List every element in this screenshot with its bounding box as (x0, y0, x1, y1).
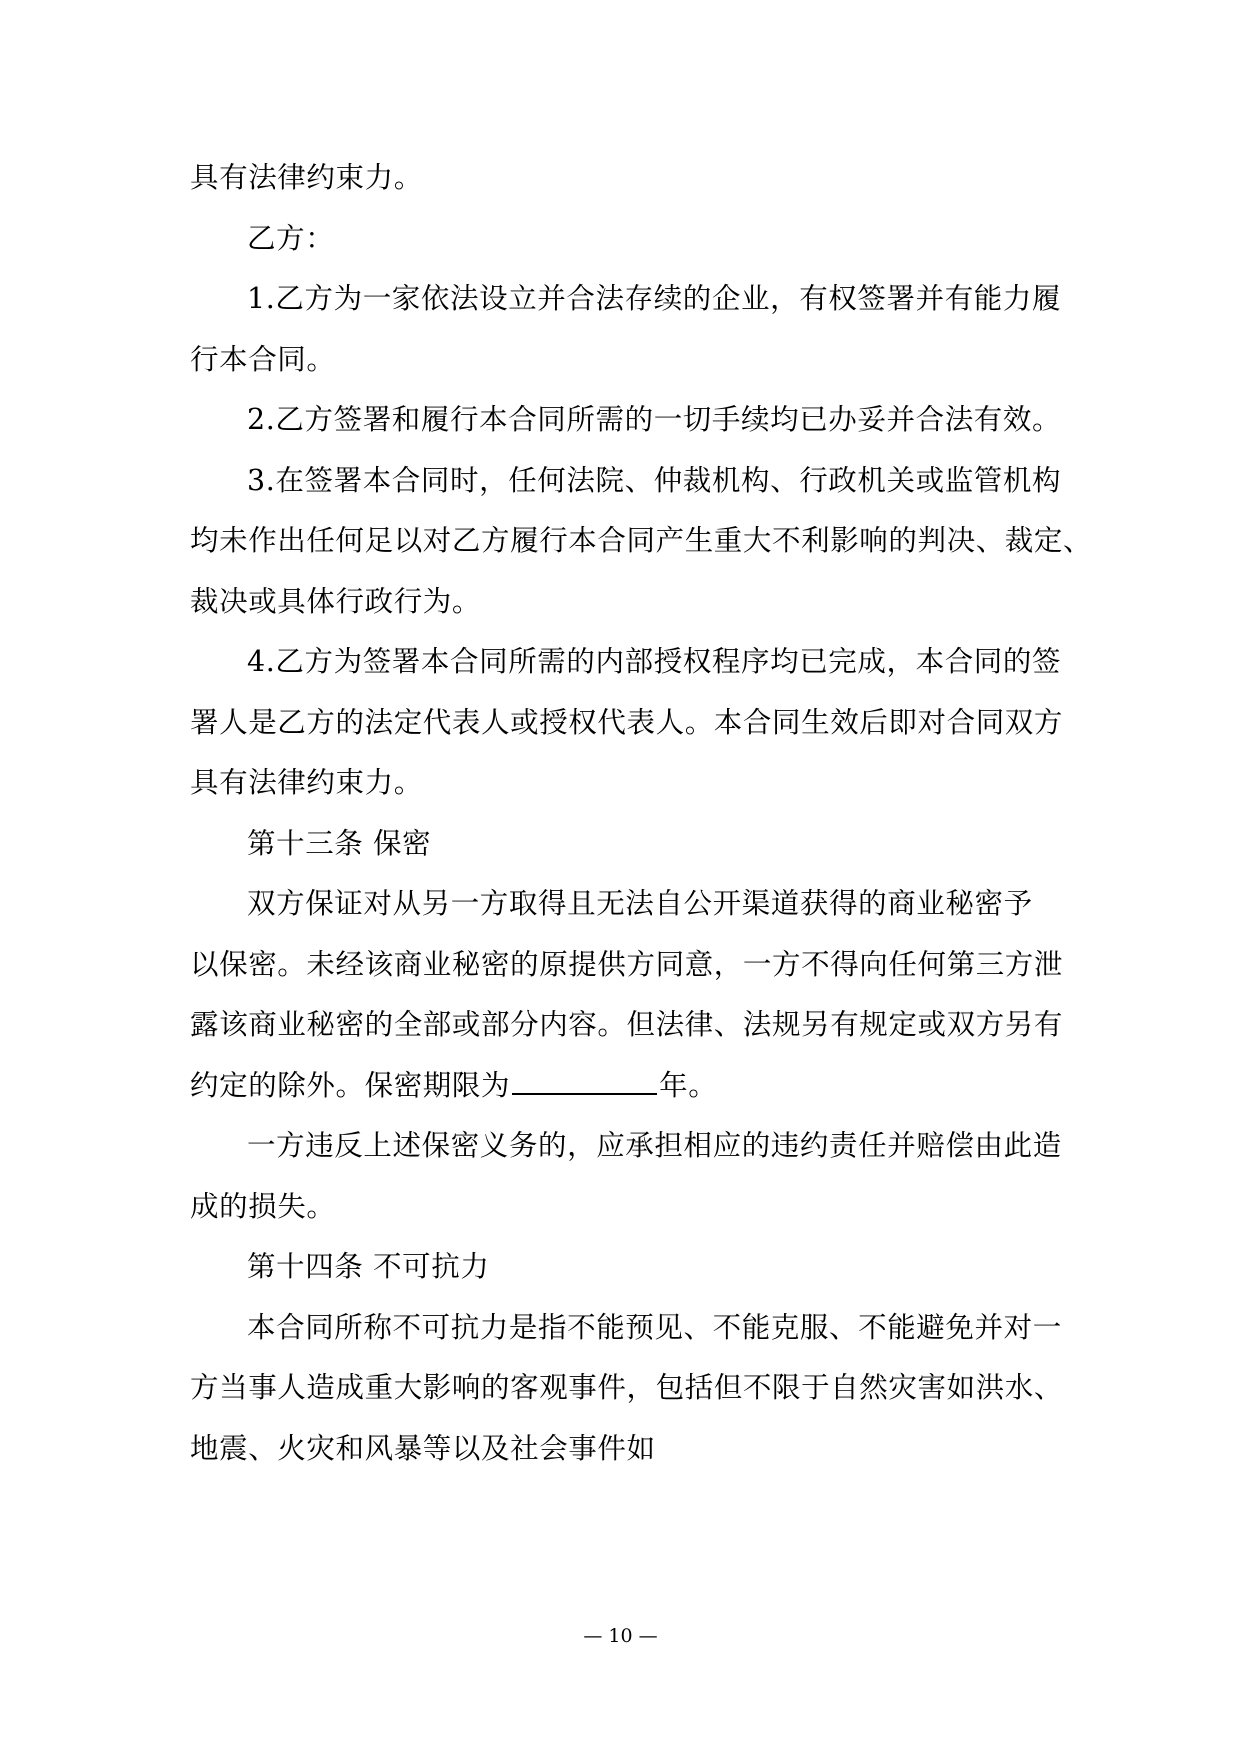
fill-in-blank-field[interactable] (512, 1071, 657, 1095)
text-line: 方当事人造成重大影响的客观事件，包括但不限于自然灾害如洪水、 (190, 1371, 1064, 1404)
text-line: 2.乙方签署和履行本合同所需的一切手续均已办妥并合法有效。 (247, 403, 1062, 436)
text-line: 行本合同。 (190, 342, 336, 376)
text-line: 均未作出任何足以对乙方履行本合同产生重大不利影响的判决、裁定、 (190, 524, 1093, 557)
text-line: 露该商业秘密的全部或部分内容。但法律、法规另有规定或双方另有 (190, 1008, 1064, 1041)
section-label-party-b: 乙方： (247, 221, 335, 255)
page-number: — 10 — (583, 1625, 658, 1647)
text-line-with-blank (190, 1056, 1060, 1117)
article-heading-force-majeure: 第十四条 不可抗力 (247, 1250, 490, 1283)
text-line: 署人是乙方的法定代表人或授权代表人。本合同生效后即对合同双方 (190, 705, 1064, 739)
text-line: 1.乙方为一家依法设立并合法存续的企业，有权签署并有能力履 (247, 282, 1062, 315)
text-line: 4.乙方为签署本合同所需的内部授权程序均已完成，本合同的签 (247, 645, 1062, 678)
text-line: 双方保证对从另一方取得且无法自公开渠道获得的商业秘密予 (247, 887, 1033, 920)
document-body (190, 148, 1093, 1479)
text-fragment: 年。 (659, 1068, 718, 1102)
text-line: 具有法律约束力。 (190, 766, 423, 799)
text-line: 地震、火灾和风暴等以及社会事件如 (190, 1431, 656, 1465)
text-line: 一方违反上述保密义务的，应承担相应的违约责任并赔偿由此造 (247, 1129, 1062, 1162)
text-line: 成的损失。 (190, 1189, 336, 1223)
text-line: 3.在签署本合同时，任何法院、仲裁机构、行政机关或监管机构 (247, 463, 1062, 497)
text-fragment: 约定的除外。保密期限为 (190, 1068, 511, 1102)
text-line: 具有法律约束力。 (190, 161, 423, 194)
text-line: 裁决或具体行政行为。 (190, 584, 482, 618)
article-heading-confidentiality: 第十三条 保密 (247, 826, 432, 860)
text-line: 本合同所称不可抗力是指不能预见、不能克服、不能避免并对一 (247, 1310, 1062, 1344)
text-line: 以保密。未经该商业秘密的原提供方同意，一方不得向任何第三方泄 (190, 947, 1064, 981)
